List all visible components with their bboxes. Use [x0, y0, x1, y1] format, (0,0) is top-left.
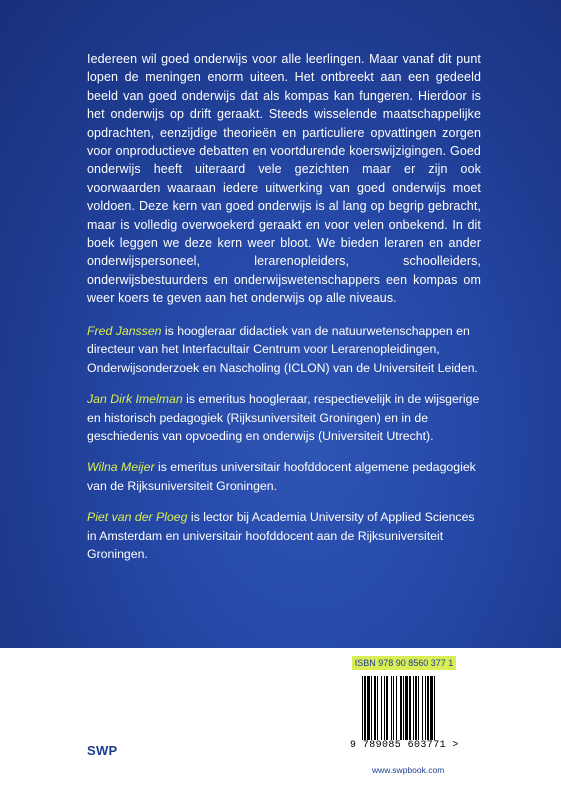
publisher-website: www.swpbook.com — [372, 765, 445, 775]
isbn-label: ISBN 978 90 8560 377 1 — [352, 656, 456, 670]
author-bio — [87, 508, 487, 563]
author-name: Wilna Meijer — [87, 460, 155, 475]
author-bio-text: is emeritus universitair hoofddocent algemene pedagogiek van de Rijksuniversiteit Groningen. — [87, 460, 476, 493]
author-name: Jan Dirk Imelman — [87, 392, 183, 407]
barcode-image — [362, 676, 458, 740]
author-name: Fred Janssen — [87, 324, 162, 338]
author-bio — [87, 390, 487, 445]
barcode-digits: 9 789085 603771 > — [350, 740, 459, 751]
author-bio-text: is emeritus hoogleraar, respectievelijk in de wijsgerige en historisch pedagogiek (Rijksuniversiteit Groningen) en in de geschiedenis van opvoeding en onderwijs (Universiteit Utrecht). — [87, 392, 480, 444]
publisher-logo: SWP — [87, 743, 118, 758]
bottom-white-strip — [0, 648, 561, 800]
author-bio-text: is hoogleraar didactiek van de natuurwetenschappen en directeur van het Interfacultair Centrum voor Lerarenopleidingen, Onderwijsonderzoek en Nascholing (ICLON) van de Universiteit Leiden. — [87, 324, 478, 375]
author-bio-text: is lector bij Academia University of Applied Sciences in Amsterdam en universitair hoofddocent aan de Rijksuniversiteit Groningen. — [87, 510, 475, 562]
author-name: Piet van der Ploeg — [87, 510, 188, 525]
back-cover-blurb: Iedereen wil goed onderwijs voor alle leerlingen. Maar vanaf dit punt lopen de meningen enorm uiteen. Het ontbreekt aan een gedeeld beeld van goed onderwijs dat als kompas kan fungeren. Hierdoor is het onderwijs op drift geraakt. Steeds wisselende maatschappelijke opdrachten, eenzijdige theorieën en particuliere opvattingen zorgen voor onproductieve debatten en voortdurende koerswijzigingen. Goed onderwijs heeft uiteraard vele gezichten maar er zijn ook voorwaarden waaraan iedere uitwerking van goed onderwijs moet voldoen. Deze kern van goed onderwijs is al lang op begrip gebracht, maar is volledig overwoekerd geraakt en voor velen onbekend. In dit boek leggen we deze kern weer bloot. We bieden leraren en ander onderwijspersoneel, lerarenopleiders, schoolleiders, onderwijsbestuurders en onderwijswetenschappers een kompas om weer koers te geven aan het onderwijs op alle niveaus. — [87, 52, 481, 306]
author-bio — [87, 322, 487, 377]
author-bios — [87, 322, 487, 576]
author-bio — [87, 458, 487, 495]
